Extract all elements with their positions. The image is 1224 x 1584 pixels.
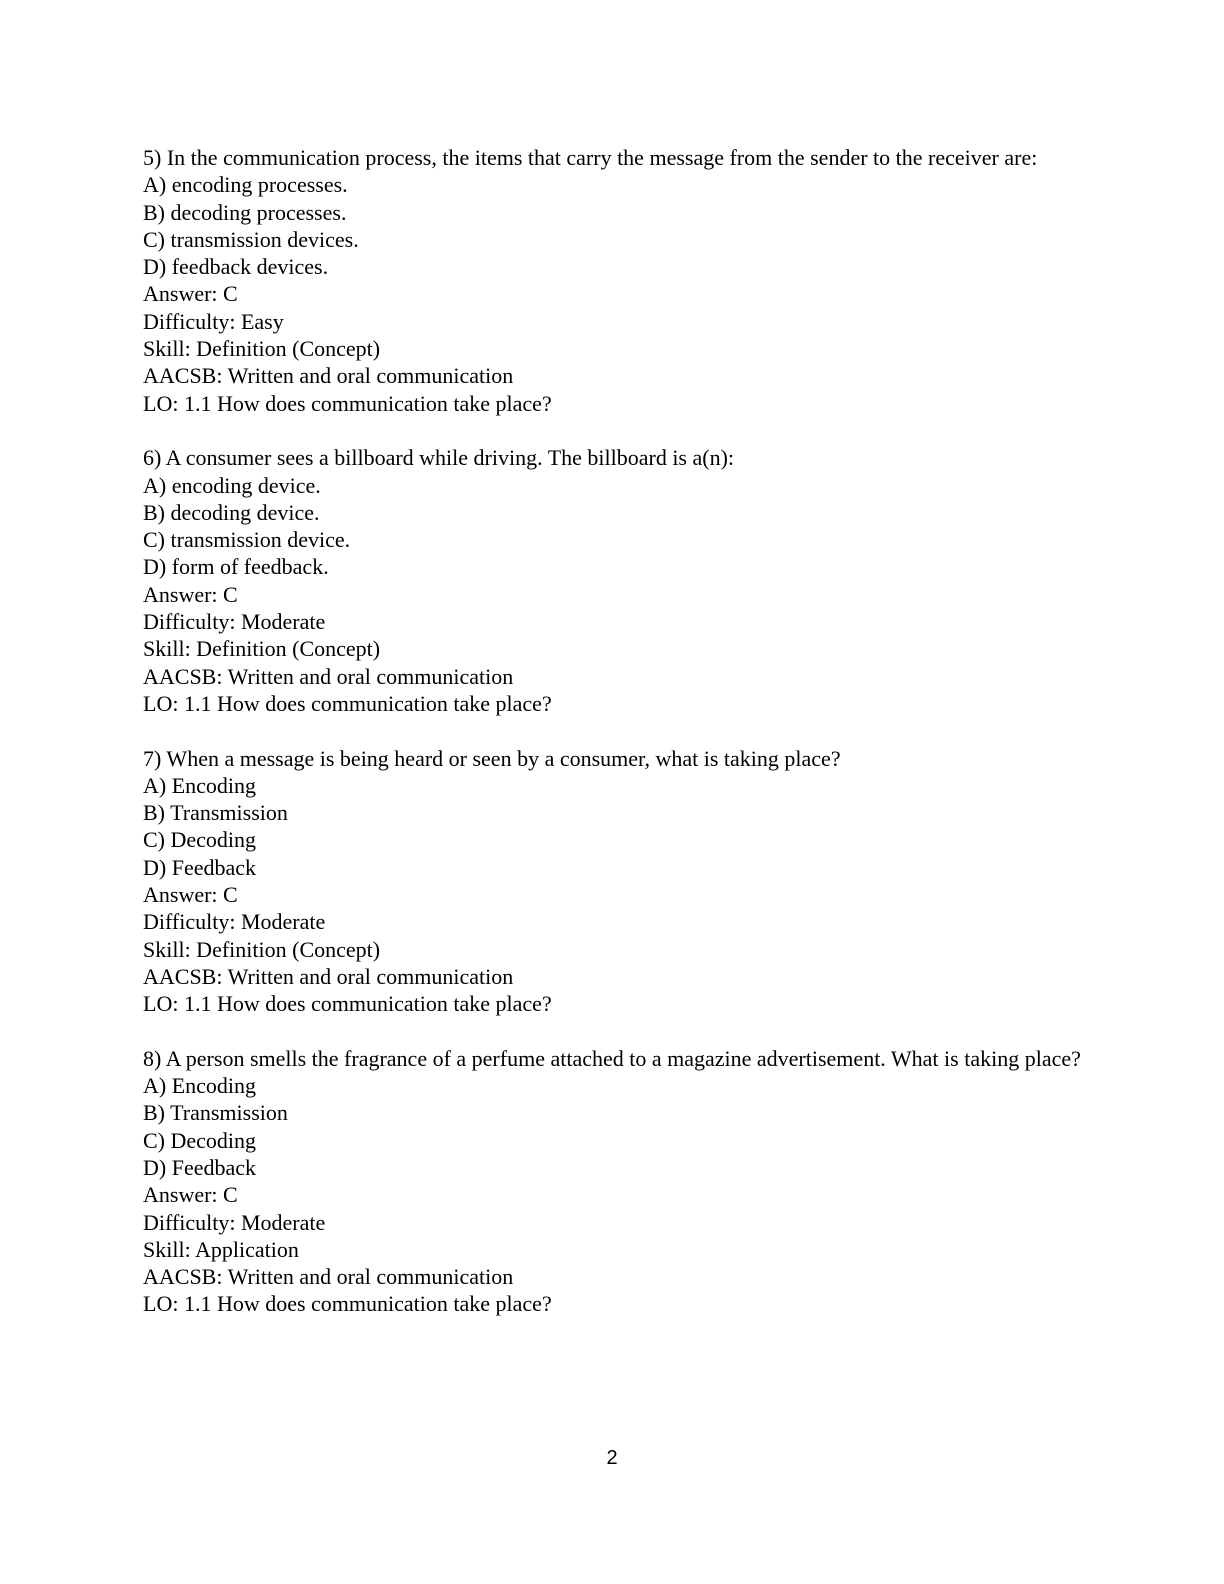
lo-line: LO: 1.1 How does communication take place?: [143, 1291, 552, 1317]
option-a: A) Encoding: [143, 1073, 257, 1099]
question-6: [143, 444, 1083, 717]
answer-line: Answer: C: [143, 1182, 238, 1208]
question-7: [143, 745, 1083, 1018]
lo-line: LO: 1.1 How does communication take place?: [143, 690, 552, 716]
question-stem: 7) When a message is being heard or seen by a consumer, what is taking place?: [143, 745, 841, 771]
difficulty-line: Difficulty: Moderate: [143, 909, 326, 935]
skill-line: Skill: Definition (Concept): [143, 936, 381, 962]
question-stem: 8) A person smells the fragrance of a perfume attached to a magazine advertisement. What is taking place?: [143, 1045, 1081, 1071]
option-c: C) transmission device.: [143, 527, 351, 553]
aacsb-line: AACSB: Written and oral communication: [143, 963, 514, 989]
aacsb-line: AACSB: Written and oral communication: [143, 663, 514, 689]
option-c: C) Decoding: [143, 1127, 257, 1153]
option-a: A) Encoding: [143, 772, 257, 798]
lo-line: LO: 1.1 How does communication take place?: [143, 991, 552, 1017]
lo-line: LO: 1.1 How does communication take place?: [143, 390, 552, 416]
skill-line: Skill: Definition (Concept): [143, 336, 381, 362]
option-b: B) decoding device.: [143, 499, 320, 525]
option-a: A) encoding device.: [143, 472, 321, 498]
aacsb-line: AACSB: Written and oral communication: [143, 363, 514, 389]
option-d: D) Feedback: [143, 1154, 257, 1180]
option-b: B) decoding processes.: [143, 199, 347, 225]
question-spacer: [143, 417, 1083, 444]
question-5: [143, 144, 1083, 417]
question-8: [143, 1045, 1083, 1318]
option-a: A) encoding processes.: [143, 172, 348, 198]
option-c: C) Decoding: [143, 827, 257, 853]
aacsb-line: AACSB: Written and oral communication: [143, 1264, 514, 1290]
answer-line: Answer: C: [143, 281, 238, 307]
option-c: C) transmission devices.: [143, 226, 359, 252]
question-stem: 6) A consumer sees a billboard while driving. The billboard is a(n):: [143, 445, 735, 471]
question-spacer: [143, 717, 1083, 744]
difficulty-line: Difficulty: Moderate: [143, 609, 326, 635]
option-b: B) Transmission: [143, 1100, 288, 1126]
difficulty-line: Difficulty: Moderate: [143, 1209, 326, 1235]
question-stem: 5) In the communication process, the items that carry the message from the sender to the receiver are:: [143, 145, 1038, 170]
option-d: D) feedback devices.: [143, 254, 329, 280]
answer-line: Answer: C: [143, 882, 238, 908]
skill-line: Skill: Definition (Concept): [143, 636, 381, 662]
page-number: 2: [606, 1447, 618, 1469]
answer-line: Answer: C: [143, 581, 238, 607]
question-list: [143, 144, 1083, 1318]
option-d: D) Feedback: [143, 854, 257, 880]
option-b: B) Transmission: [143, 800, 288, 826]
skill-line: Skill: Application: [143, 1236, 299, 1262]
question-spacer: [143, 1018, 1083, 1045]
difficulty-line: Difficulty: Easy: [143, 308, 284, 334]
option-d: D) form of feedback.: [143, 554, 329, 580]
